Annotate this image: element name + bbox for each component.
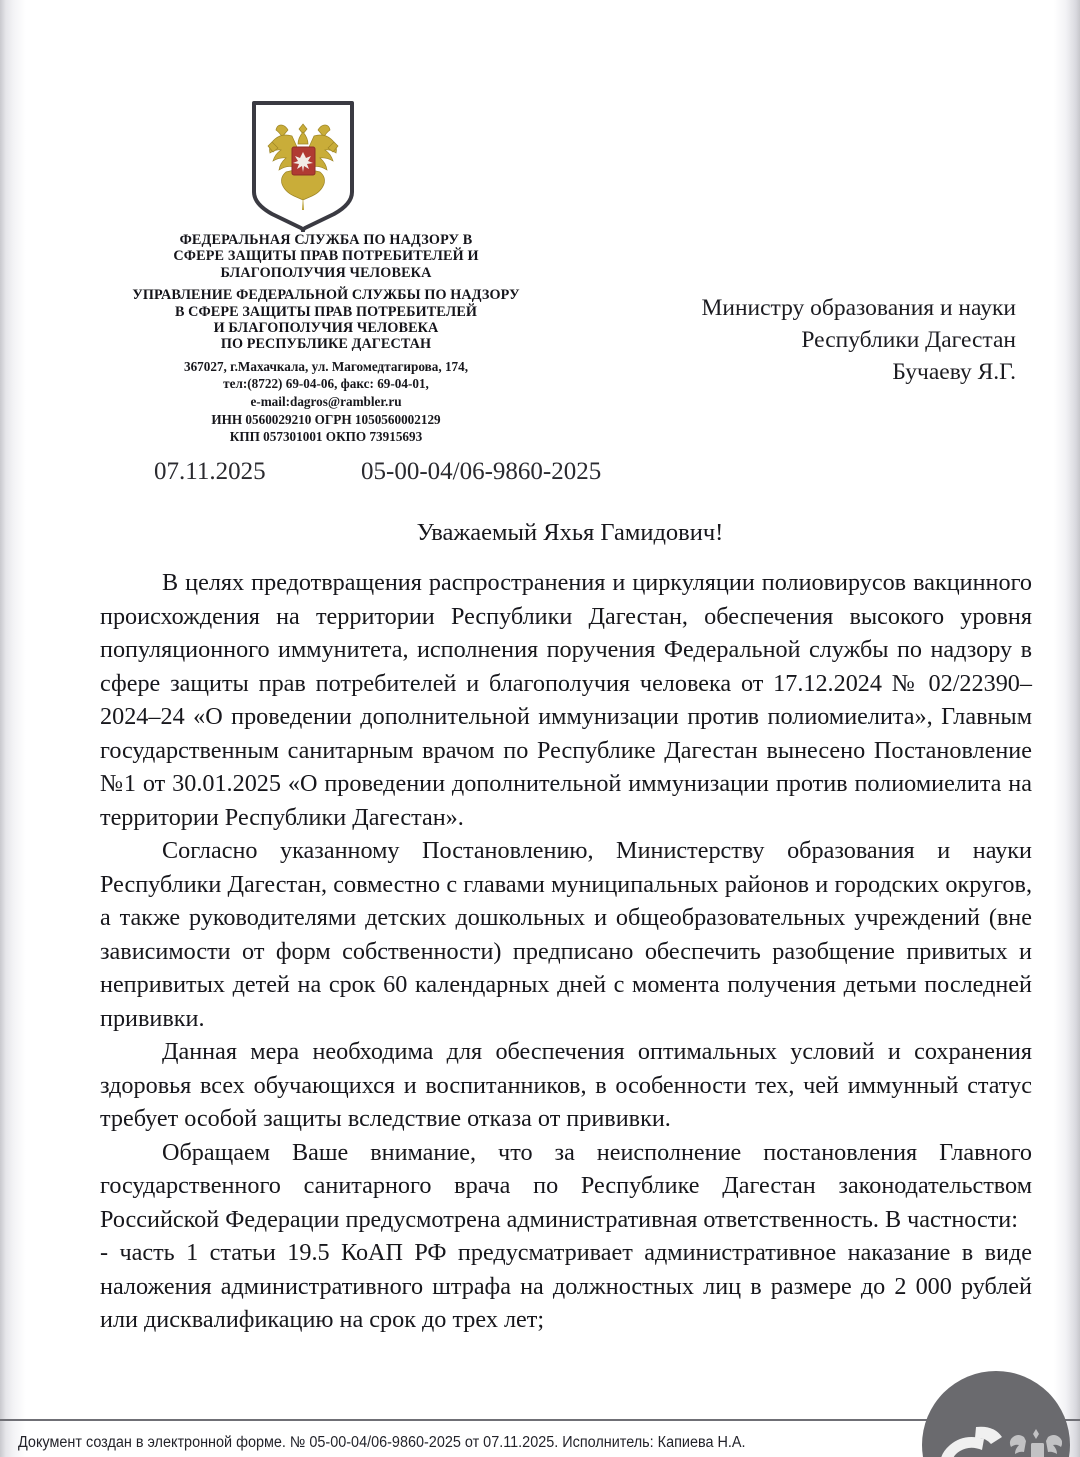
body-paragraph-4: Обращаем Ваше внимание, что за неисполнение постановления Главного государственного санитарного врача по Республике Дагестан законодательством Российской Федерации предусмотрена административная ответственность. В частности: [100, 1138, 1032, 1233]
letterhead-phone: тел:(8722) 69-04-06, факс: 69-04-01, [223, 376, 429, 392]
letterhead-block [96, 232, 556, 446]
letterhead-inn-ogrn: ИНН 0560029210 ОГРН 1050560002129 [211, 411, 441, 427]
letterhead-title-line-3: БЛАГОПОЛУЧИЯ ЧЕЛОВЕКА [220, 264, 432, 281]
body-paragraph-1: В целях предотвращения распространения и циркуляции полиовирусов вакцинного происхождения на территории Республики Дагестан, обеспечения высокого уровня популяционного иммунитета, исполнения поручения Федеральной службы по надзору в сфере защиты прав потребителей и благополучия человека от 17.12.2024 № 02/22390–2024–24 «О проведении дополнительной иммунизации против полиомиелита», Главным государственным санитарным врачом по Республике Дагестан вынесено Постановление №1 от 30.01.2025 «О проведении дополнительной иммунизации против полиомиелита на территории Республики Дагестан». [100, 569, 1032, 831]
document-date: 07.11.2025 [154, 458, 266, 485]
letterhead-subtitle-line-4: ПО РЕСПУБЛИКЕ ДАГЕСТАН [220, 336, 432, 353]
document-number: 05-00-04/06-9860-2025 [361, 458, 602, 485]
body-paragraph-2: Согласно указанному Постановлению, Министерству образования и науки Республики Дагестан, совместно с главами муниципальных районов и городских округов, а также руководителями детских дошкольных и общеобразовательных учреждений (вне зависимости от форм собственности) предписано обеспечить разобщение привитых и непривитых детей на срок 60 календарных дней с момента получения детьми последней прививки. [100, 837, 1032, 1032]
letter-header [26, 0, 1054, 455]
addressee-line-1: Министру образования и науки [701, 295, 1016, 321]
letterhead-title-line-1: ФЕДЕРАЛЬНАЯ СЛУЖБА ПО НАДЗОРУ В [179, 232, 473, 248]
letterhead-title-line-2: СФЕРЕ ЗАЩИТЫ ПРАВ ПОТРЕБИТЕЛЕЙ И [173, 248, 479, 265]
document-page [18, 0, 1054, 1457]
body-paragraph-3: Данная мера необходима для обеспечения оптимальных условий и сохранения здоровья всех обучающихся и воспитанников, в особенности тех, чей иммунный статус требует особой защиты вследствие отказа от прививки. [100, 1038, 1032, 1132]
letterhead-subtitle-line-2: В СФЕРЕ ЗАЩИТЫ ПРАВ ПОТРЕБИТЕЛЕЙ [174, 303, 478, 320]
letter-body [100, 516, 1032, 1337]
footer-note: Документ создан в электронной форме. № 05-00-04/06-9860-2025 от 07.11.2025. Исполнитель: Капиева Н.А. [18, 1434, 746, 1451]
body-paragraph-5: - часть 1 статьи 19.5 КоАП РФ предусматривает административное наказание в виде наложения административного штрафа на должностных лиц в размере до 2 000 рублей или дисквалификацию на срок до трех лет; [100, 1239, 1032, 1333]
letterhead-subtitle-line-1: УПРАВЛЕНИЕ ФЕДЕРАЛЬНОЙ СЛУЖБЫ ПО НАДЗОРУ [132, 287, 520, 304]
russian-coat-of-arms-icon [248, 100, 358, 232]
footer-divider [0, 1419, 1080, 1421]
addressee-block [626, 292, 1016, 388]
seal-watermark-icon [922, 1371, 1070, 1457]
addressee-line-2: Республики Дагестан [801, 327, 1016, 353]
letterhead-email: e-mail:dagros@rambler.ru [250, 394, 402, 410]
document-reference-line [26, 458, 1054, 498]
salutation: Уважаемый Яхья Гамидович! [416, 519, 724, 546]
letterhead-address: 367027, г.Махачкала, ул. Магомедтагирова, 174, [183, 358, 469, 374]
addressee-line-3: Бучаеву Я.Г. [892, 359, 1016, 385]
letterhead-kpp-okpo: КПП 057301001 ОКПО 73915693 [229, 429, 423, 445]
letterhead-subtitle-line-3: И БЛАГОПОЛУЧИЯ ЧЕЛОВЕКА [213, 320, 439, 337]
